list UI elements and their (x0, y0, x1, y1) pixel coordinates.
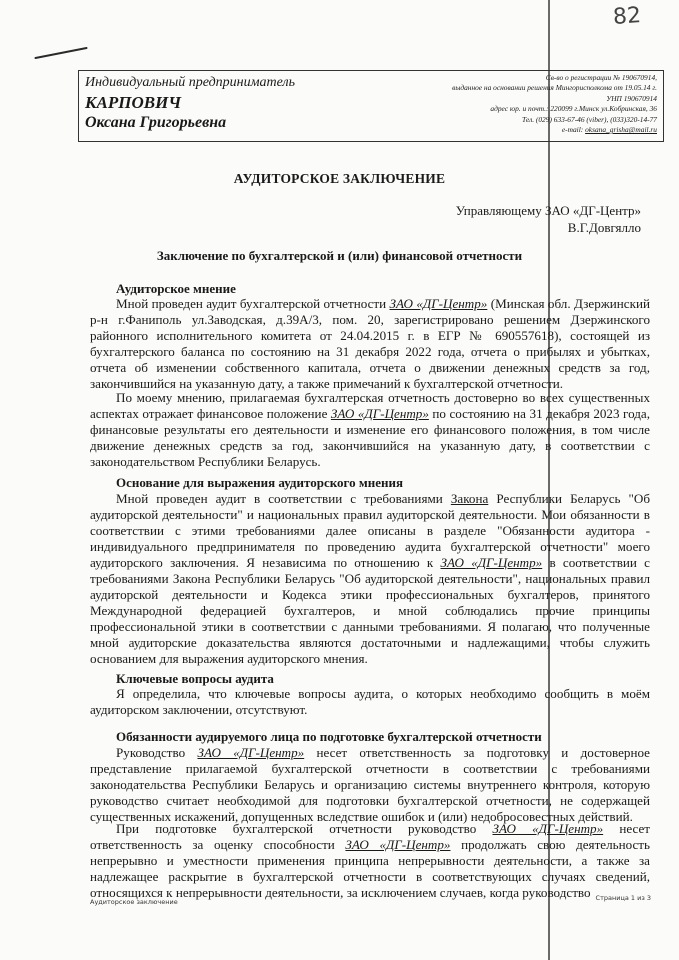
paragraph-responsibilities-1 (90, 745, 650, 825)
letterhead-address: адрес юр. и почт.: 220099 г.Минск ул.Кобринская, 36 (490, 104, 657, 114)
text-segment: Руководство (116, 745, 186, 760)
pen-stroke-mark (34, 47, 87, 59)
letterhead-email-value: oksana_grisha@mail.ru (585, 125, 657, 135)
letterhead-unp: УНП 190670914 (606, 93, 657, 103)
text-segment: в соответствии с требованиями Закона Республики Беларусь "Об аудиторской деятельности", национальных правил аудиторской деятельности и Кодекса этики профессиональных бухгалтеров, принятого Международной федерацией бухгалтеров, и мной соблюдались прочие принципы профессиональной этики в соответствии с данными требованиями. Я полагаю, что полученные мной аудиторские доказательства являются достаточными и надлежащими, чтобы служить основанием для выражения аудиторского мнения. (90, 555, 650, 666)
letterhead-registration: Св-во о регистрации № 190670914, (545, 73, 657, 82)
heading-basis-for-opinion: Основание для выражения аудиторского мнения (116, 475, 403, 490)
text-segment: Республики Беларусь "Об аудиторской деятельности" и национальных правил аудиторской деятельности. Мои обязанности в соответствии с этими требованиями далее описаны в разделе "Обязанности аудитора - индивидуального предпринимателя по проведению аудита бухгалтерской отчетности" моего аудиторского заключения. Я независима по отношению к (90, 491, 651, 570)
paragraph-key-audit-matters: Я определила, что ключевые вопросы аудита, о которых необходимо сообщить в моём аудиторском заключении, отсутствуют. (90, 686, 650, 717)
entity-name: ЗАО «ДГ-Центр» (440, 555, 543, 570)
heading-management-responsibilities: Обязанности аудируемого лица по подготовке бухгалтерской отчетности (116, 729, 542, 744)
heading-audit-opinion: Аудиторское мнение (116, 281, 236, 296)
heading-key-audit-matters: Ключевые вопросы аудита (116, 671, 274, 686)
text-segment: по состоянию на 31 декабря 2023 года, финансовые результаты его деятельности и изменение его финансового положения, в том числе движение денежных средств за год, закончившийся на указанную дату, в соответствии с законодательством Республики Беларусь. (90, 406, 651, 469)
document-title: АУДИТОРСКОЕ ЗАКЛЮЧЕНИЕ (233, 171, 446, 186)
law-reference: Закона (450, 491, 489, 506)
addressee-name: В.Г.Довгялло (567, 220, 641, 235)
text-segment: Мной проведен аудит бухгалтерской отчетности (116, 296, 387, 311)
paragraph-responsibilities-2 (90, 821, 650, 901)
handwritten-page-number: 82 (612, 3, 642, 30)
text-segment: (Минская обл. Дзержинский р-н г.Фаниполь ул.Заводская, д.39А/3, пом. 20, зарегистрировано решением Дзержинского районного исполнительного комитета от 24.04.2015 г. в ЕГР № 690557618), состоящей из бухгалтерского баланса по состоянию на 31 декабря 2022 года, отчета о прибылях и убытках, отчета об изменении собственного капитала, отчета о движении денежных средств за год, закончившийся на указанную дату, а также примечаний к бухгалтерской отчетности. (90, 296, 650, 391)
text-segment: несет ответственность за оценку способности (90, 821, 650, 852)
letterhead-email-label: e-mail: (561, 125, 584, 135)
section-title: Заключение по бухгалтерской и (или) финансовой отчетности (156, 248, 523, 263)
text-segment: продолжать свою деятельность непрерывно и уместности применения принципа непрерывности деятельности, а также за надлежащее раскрытие в бухгалтерской отчетности в соответствующих случаях сведений, относящихся к непрерывности деятельности, за исключением случаев, когда руководство (90, 837, 650, 900)
letterhead-status: Индивидуальный предприниматель (85, 75, 296, 90)
entity-name: ЗАО «ДГ-Центр» (345, 837, 451, 852)
paragraph-audit-opinion-1 (90, 296, 650, 392)
entity-name: ЗАО «ДГ-Центр» (197, 745, 305, 760)
letterhead-details (452, 73, 657, 135)
addressee (456, 202, 641, 236)
text-segment: По моему мнению, прилагаемая бухгалтерская отчетность достоверно во всех существенных аспектах отражает финансовое положение (90, 390, 650, 421)
letterhead (78, 70, 664, 142)
letterhead-registration-basis: выданное на основании решения Мингорисполкома от 19.05.14 г. (452, 83, 657, 93)
paragraph-basis (90, 491, 650, 667)
text-segment: Мной проведен аудит в соответствии с требованиями (116, 491, 443, 506)
entity-name: ЗАО «ДГ-Центр» (492, 821, 604, 836)
text-segment: При подготовке бухгалтерской отчетности руководство (116, 821, 477, 836)
entity-name: ЗАО «ДГ-Центр» (330, 406, 429, 421)
footer-page-counter: Страница 1 из 3 (595, 894, 651, 902)
text-segment: несет ответственность за подготовку и достоверное представление прилагаемой бухгалтерской отчетности в соответствии с требованиями законодательства Республики Беларусь и организацию системы внутреннего контроля, которую руководство считает необходимой для подготовки бухгалтерской отчетности, не содержащей существенных искажений, допущенных вследствие ошибок и (или) недобросовестных действий. (90, 745, 650, 824)
paragraph-audit-opinion-2 (90, 390, 650, 470)
letterhead-surname: КАРПОВИЧ (85, 93, 182, 112)
letterhead-owner (85, 75, 295, 132)
letterhead-name: Оксана Григорьевна (85, 114, 227, 131)
entity-name: ЗАО «ДГ-Центр» (389, 296, 488, 311)
footer-document-name: Аудиторское заключение (90, 898, 178, 906)
letterhead-email (452, 125, 657, 135)
letterhead-phones: Тел. (029) 633-67-46 (viber), (033)320-14-77 (522, 114, 657, 124)
addressee-position: Управляющему ЗАО «ДГ-Центр» (455, 203, 641, 218)
